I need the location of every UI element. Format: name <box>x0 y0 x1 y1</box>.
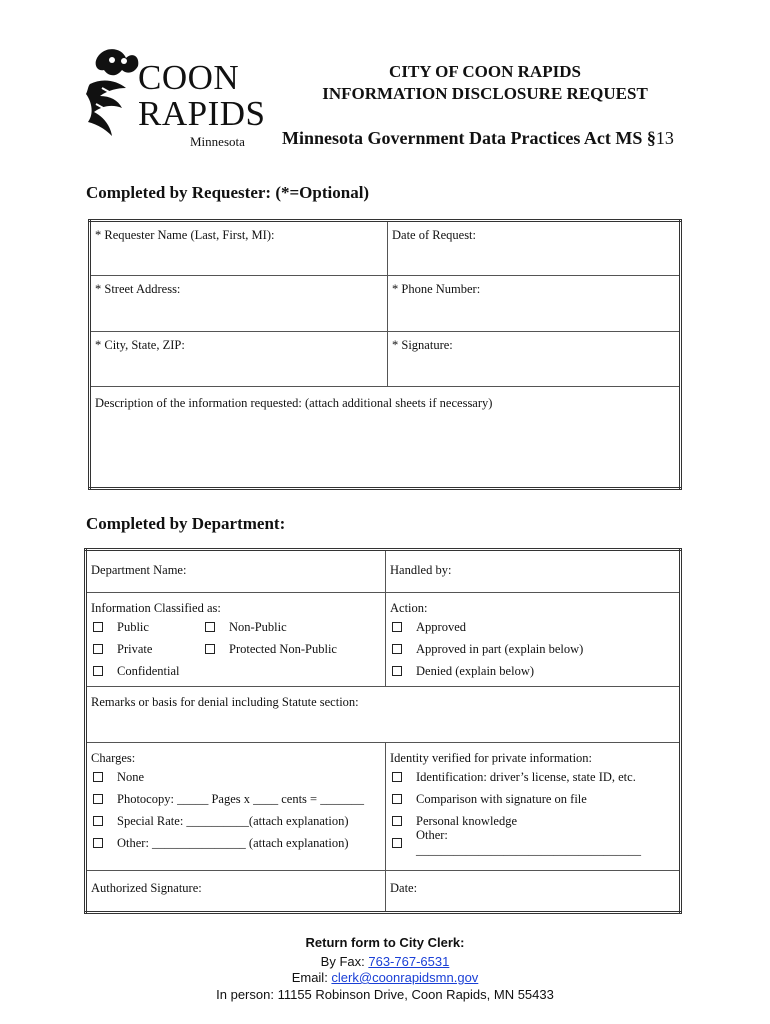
remarks-field[interactable]: Remarks or basis for denial including Statute section: <box>86 687 681 743</box>
action-cell <box>386 593 681 687</box>
email-label: Email: <box>291 970 332 985</box>
confidential-checkbox[interactable] <box>93 666 103 676</box>
act-section: 13 <box>655 128 674 148</box>
id-personal-knowledge-label: Personal knowledge <box>416 813 518 828</box>
department-name-field[interactable]: Department Name: <box>86 550 386 593</box>
id-personal-knowledge-checkbox[interactable] <box>392 816 402 826</box>
confidential-label: Confidential <box>117 663 180 678</box>
document-title-city: CITY OF COON RAPIDS <box>389 62 581 81</box>
department-section-heading: Completed by Department: <box>86 514 286 533</box>
action-label: Action: <box>390 601 428 615</box>
handled-by-field[interactable]: Handled by: <box>386 550 681 593</box>
charge-none-label: None <box>117 769 145 784</box>
protected-non-public-checkbox[interactable] <box>205 644 215 654</box>
charge-other-checkbox[interactable] <box>93 838 103 848</box>
phone-number-field[interactable]: * Phone Number: <box>388 276 681 332</box>
fax-line <box>0 954 770 969</box>
fax-label: By Fax: <box>320 954 369 969</box>
information-description-field[interactable]: Description of the information requested: (attach additional sheets if necessary) <box>90 387 681 489</box>
charge-special-rate-label: Special Rate: __________(attach explanation) <box>117 813 349 828</box>
logo-text-state: Minnesota <box>190 134 245 149</box>
document-title-request: INFORMATION DISCLOSURE REQUEST <box>322 84 648 103</box>
identity-label: Identity verified for private information: <box>390 751 593 765</box>
private-label: Private <box>117 641 153 656</box>
request-date-field[interactable]: Date of Request: <box>388 221 681 276</box>
charges-cell <box>86 743 386 871</box>
requester-section-heading: Completed by Requester: (*=Optional) <box>86 183 370 202</box>
charge-photocopy-checkbox[interactable] <box>93 794 103 804</box>
id-signature-label: Comparison with signature on file <box>416 791 587 806</box>
requester-name-field[interactable]: * Requester Name (Last, First, MI): <box>90 221 388 276</box>
id-license-label: Identification: driver’s license, state ID, etc. <box>416 769 636 784</box>
classification-cell <box>86 593 386 687</box>
department-form-table <box>84 548 682 914</box>
requester-form-table <box>88 219 682 490</box>
charges-label: Charges: <box>91 751 136 765</box>
non-public-checkbox[interactable] <box>205 622 215 632</box>
document-title-act <box>282 128 674 149</box>
email-line <box>0 970 770 985</box>
in-person-address: In person: 11155 Robinson Drive, Coon Rapids, MN 55433 <box>216 987 554 1002</box>
email-link[interactable]: clerk@coonrapidsmn.gov <box>331 970 479 985</box>
act-name: Minnesota Government Data Practices Act MS § <box>282 128 656 148</box>
fax-number-link[interactable]: 763-767-6531 <box>368 954 450 969</box>
non-public-label: Non-Public <box>229 619 287 634</box>
protected-non-public-label: Protected Non-Public <box>229 641 337 656</box>
approved-checkbox[interactable] <box>392 622 402 632</box>
approved-in-part-label: Approved in part (explain below) <box>416 641 584 656</box>
street-address-field[interactable]: * Street Address: <box>90 276 388 332</box>
id-signature-checkbox[interactable] <box>392 794 402 804</box>
id-other-checkbox[interactable] <box>392 838 402 848</box>
return-instructions: Return form to City Clerk: <box>305 935 465 950</box>
logo-text-coon: COON <box>138 58 240 97</box>
authorized-signature-field[interactable]: Authorized Signature: <box>86 871 386 913</box>
id-license-checkbox[interactable] <box>392 772 402 782</box>
city-logo <box>82 44 272 154</box>
charge-special-rate-checkbox[interactable] <box>93 816 103 826</box>
private-checkbox[interactable] <box>93 644 103 654</box>
approved-label: Approved <box>416 619 466 634</box>
approved-in-part-checkbox[interactable] <box>392 644 402 654</box>
charge-other-label: Other: _______________ (attach explanation) <box>117 835 349 850</box>
identity-verification-cell <box>386 743 681 871</box>
public-label: Public <box>117 619 149 634</box>
charge-photocopy-label: Photocopy: _____ Pages x ____ cents = _______ <box>117 791 364 806</box>
id-other-label: Other: ____________________________________ <box>415 828 641 857</box>
requester-signature-field[interactable]: * Signature: <box>388 332 681 387</box>
denied-label: Denied (explain below) <box>416 663 535 678</box>
city-state-zip-field[interactable]: * City, State, ZIP: <box>90 332 388 387</box>
charge-none-checkbox[interactable] <box>93 772 103 782</box>
public-checkbox[interactable] <box>93 622 103 632</box>
logo-text-rapids: RAPIDS <box>138 94 266 133</box>
classification-label: Information Classified as: <box>91 601 221 615</box>
denied-checkbox[interactable] <box>392 666 402 676</box>
department-date-field[interactable]: Date: <box>386 871 681 913</box>
